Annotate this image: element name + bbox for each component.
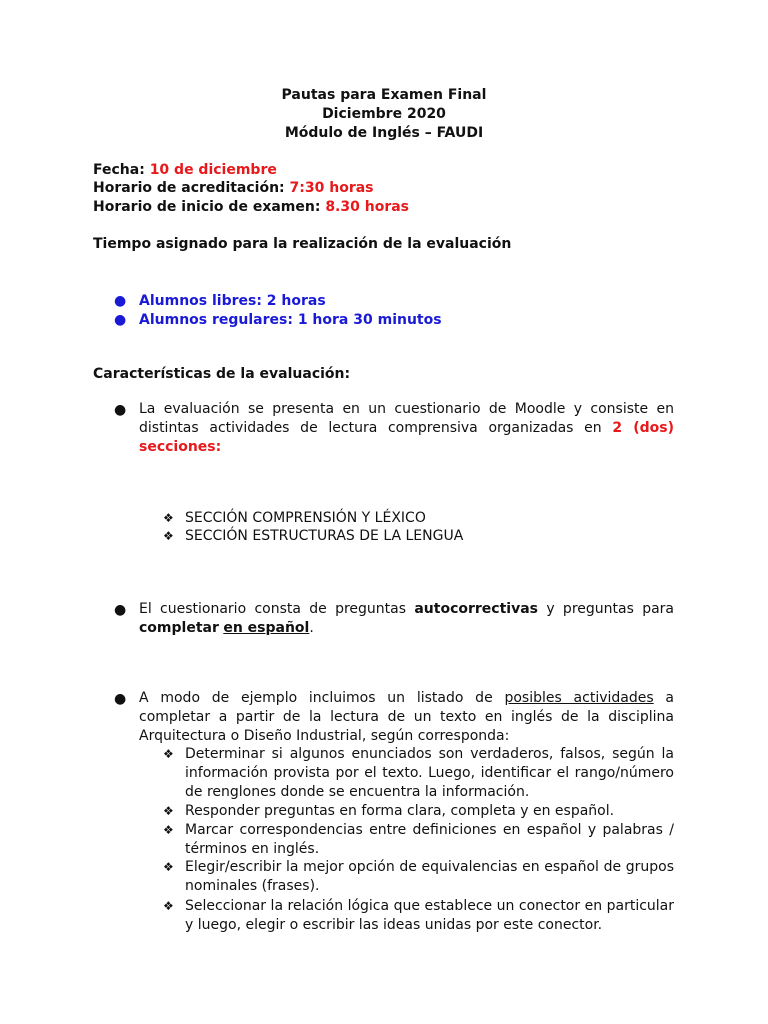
acreditacion-label: Horario de acreditación: (93, 180, 290, 196)
title-line-3: Módulo de Inglés – FAUDI (284, 125, 484, 141)
cuestionario-text: El cuestionario consta de preguntas (139, 601, 415, 617)
en-espanol-text: en español (223, 620, 310, 636)
document-title-block (0, 86, 768, 143)
seccion-comprension: SECCIÓN COMPRENSIÓN Y LÉXICO (185, 510, 426, 526)
completar-text: completar (139, 620, 219, 636)
secciones-highlight: 2 (dos) secciones: (139, 420, 674, 455)
fecha-value: 10 de diciembre (149, 162, 277, 178)
diamond-bullet-icon: ❖ (163, 804, 174, 818)
title-line-2: Diciembre 2020 (322, 106, 446, 122)
caracteristica-cuestionario (139, 600, 674, 638)
bullet-icon: ● (114, 602, 127, 618)
diamond-bullet-icon: ❖ (163, 511, 174, 525)
autocorrectivas-text: autocorrectivas (414, 601, 539, 617)
actividad-responder-preguntas: Responder preguntas en forma clara, completa y en español. (185, 803, 615, 819)
inicio-value: 8.30 horas (325, 199, 409, 215)
diamond-bullet-icon: ❖ (163, 823, 174, 837)
completar-lectura-text: a completar a partir de la lectura de un texto en inglés de la disciplina Arquitectura o Diseño Industrial, según corresponda: (139, 690, 675, 744)
actividad-equivalencias: Elegir/escribir la mejor opción de equivalencias en español de grupos nominales (frases). (185, 859, 674, 894)
seccion-estructuras: SECCIÓN ESTRUCTURAS DE LA LENGUA (185, 528, 464, 544)
diamond-bullet-icon: ❖ (163, 860, 174, 874)
ejemplo-text: A modo de ejemplo incluimos un listado de (139, 690, 505, 706)
moodle-text: La evaluación se presenta en un cuestionario de Moodle y consiste en distintas actividades de lectura comprensiva organizadas en (139, 401, 674, 436)
fecha-label: Fecha: (93, 162, 150, 178)
bullet-icon: ● (114, 312, 127, 328)
bullet-icon: ● (114, 293, 127, 309)
bullet-icon: ● (114, 402, 127, 418)
tiempo-heading: Tiempo asignado para la realización de la evaluación (93, 236, 512, 252)
diamond-bullet-icon: ❖ (163, 747, 174, 761)
caracteristicas-heading: Características de la evaluación: (93, 366, 351, 382)
preguntas-para-text: y preguntas para (538, 601, 674, 617)
acreditacion-value: 7:30 horas (289, 180, 374, 196)
caracteristica-actividades (139, 689, 674, 746)
tiempo-item-regulares: Alumnos regulares: 1 hora 30 minutos (139, 312, 442, 328)
acreditacion-line (93, 179, 374, 197)
fecha-line (93, 161, 277, 179)
actividad-correspondencias: Marcar correspondencias entre definiciones en español y palabras / términos en inglés. (185, 822, 674, 857)
caracteristica-moodle (139, 400, 674, 457)
actividad-conector: Seleccionar la relación lógica que establece un conector en particular y luego, elegir o escribir las ideas unidas por este conector. (185, 898, 674, 933)
tiempo-item-libres: Alumnos libres: 2 horas (139, 293, 326, 309)
diamond-bullet-icon: ❖ (163, 899, 174, 913)
bullet-icon: ● (114, 691, 127, 707)
inicio-label: Horario de inicio de examen: (93, 199, 326, 215)
period-text: . (309, 620, 314, 636)
diamond-bullet-icon: ❖ (163, 529, 174, 543)
inicio-line (93, 198, 409, 216)
posibles-actividades-text: posibles actividades (504, 690, 654, 706)
title-line-1: Pautas para Examen Final (281, 87, 487, 103)
actividad-verdadero-falso: Determinar si algunos enunciados son verdaderos, falsos, según la información provista por el texto. Luego, identificar el rango/número de renglones donde se encuentra la información. (185, 746, 674, 800)
